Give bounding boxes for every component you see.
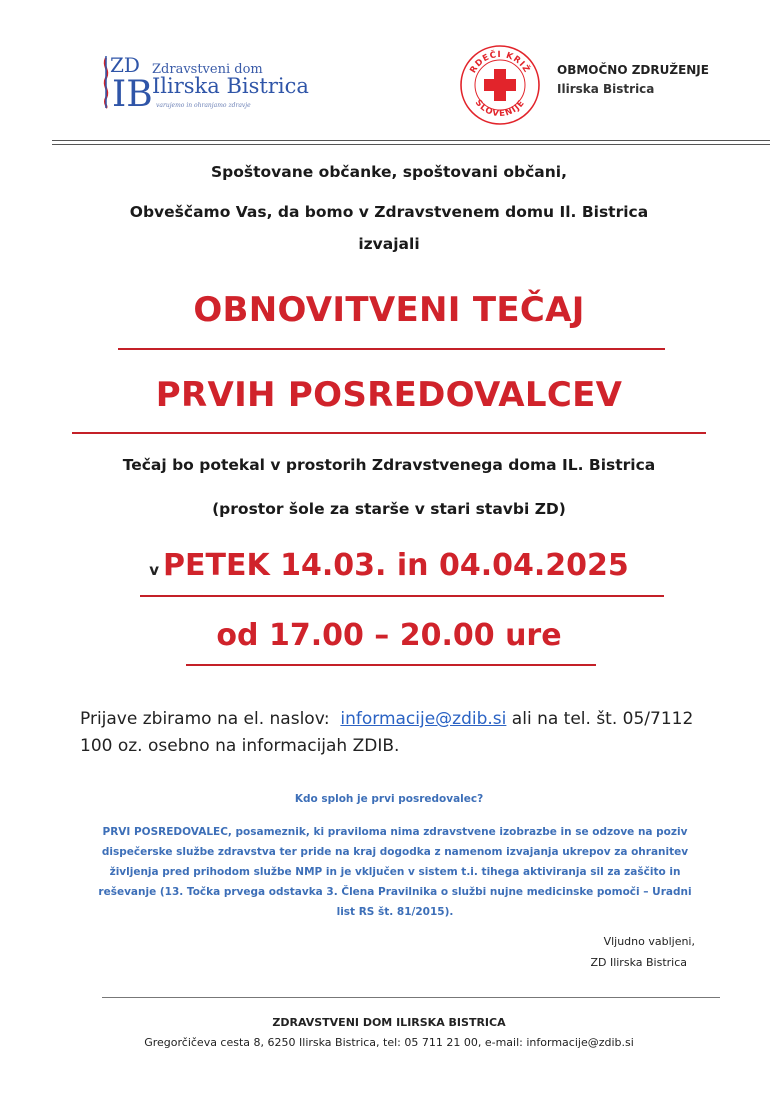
venue-line1: Tečaj bo potekal v prostorih Zdravstvenega doma IL. Bistrica — [122, 456, 656, 474]
zd-name-line2: Ilirska Bistrica — [152, 74, 309, 98]
signup-email-link[interactable]: informacije@zdib.si — [340, 709, 507, 729]
question-heading: Kdo sploh je prvi posredovalec? — [294, 793, 484, 805]
signup-text-after: ali na tel. št. 05/7112 100 oz. osebno na informacijah ZDIB. — [80, 709, 694, 756]
title-line1: OBNOVITVENI TEČAJ — [193, 290, 585, 330]
signature-line1: Vljudno vabljeni, — [603, 935, 695, 948]
title-underline-2 — [72, 432, 706, 434]
svg-text:SLOVENIJE: SLOVENIJE — [472, 97, 528, 120]
org-name-line2: Ilirska Bistrica — [557, 82, 655, 96]
title-underline-1 — [118, 348, 665, 350]
course-time: od 17.00 – 20.00 ure — [216, 618, 562, 653]
title-line2: PRVIH POSREDOVALCEV — [155, 375, 623, 415]
zd-name-line1: Zdravstveni dom — [152, 62, 263, 77]
signup-text-before: Prijave zbiramo na el. naslov: — [80, 709, 330, 729]
definition-paragraph: PRVI POSREDOVALEC, posameznik, ki praviloma nima zdravstvene izobrazbe in se odzove na poziv dispečerske službe zdravstva ter pride na kraj dogodka z namenom izvajanja ukrepov za ohranitev življenja pred prihodom službe NMP in je vključen v sistem t.i. tihega aktiviranja sil za zaščito in reševanje (13. Točka prvega odstavka 3. Člena Pravilnika o službi nujne medicinske pomoči – Uradni list RS št. 81/2015). — [98, 826, 692, 918]
venue-line2: (prostor šole za starše v stari stavbi ZD) — [212, 500, 566, 518]
svg-text:IB: IB — [112, 74, 153, 110]
course-date: PETEK 14.03. in 04.04.2025 — [163, 548, 629, 583]
signup-paragraph — [80, 706, 730, 760]
signature-line2: ZD Ilirska Bistrica — [590, 956, 687, 969]
zd-logo — [100, 50, 320, 110]
date-underline — [140, 595, 664, 597]
greeting: Spoštovane občanke, spoštovani občani, — [210, 163, 567, 181]
zd-slogan: varujemo in ohranjamo zdravje — [156, 102, 251, 109]
intro-line1: Obveščamo Vas, da bomo v Zdravstvenem domu Il. Bistrica — [129, 203, 649, 221]
header-divider — [52, 140, 770, 141]
zd-monogram-logo — [100, 50, 154, 110]
header-divider-2 — [52, 144, 770, 145]
footer-org-name: ZDRAVSTVENI DOM ILIRSKA BISTRICA — [272, 1016, 506, 1029]
svg-text:ZD: ZD — [110, 53, 140, 77]
org-name-line1: OBMOČNO ZDRUŽENJE — [557, 63, 709, 77]
date-row — [0, 548, 778, 583]
footer-address: Gregorčičeva cesta 8, 6250 Ilirska Bistrica, tel: 05 711 21 00, e-mail: informacije@zdib.si — [144, 1036, 634, 1049]
footer-divider — [102, 997, 720, 998]
svg-text:RDEČI KRIŽ: RDEČI KRIŽ — [468, 49, 532, 76]
intro-line2: izvajali — [358, 235, 420, 253]
time-underline — [186, 664, 596, 666]
date-prefix: v — [149, 561, 160, 579]
red-cross-seal-logo — [458, 43, 542, 127]
